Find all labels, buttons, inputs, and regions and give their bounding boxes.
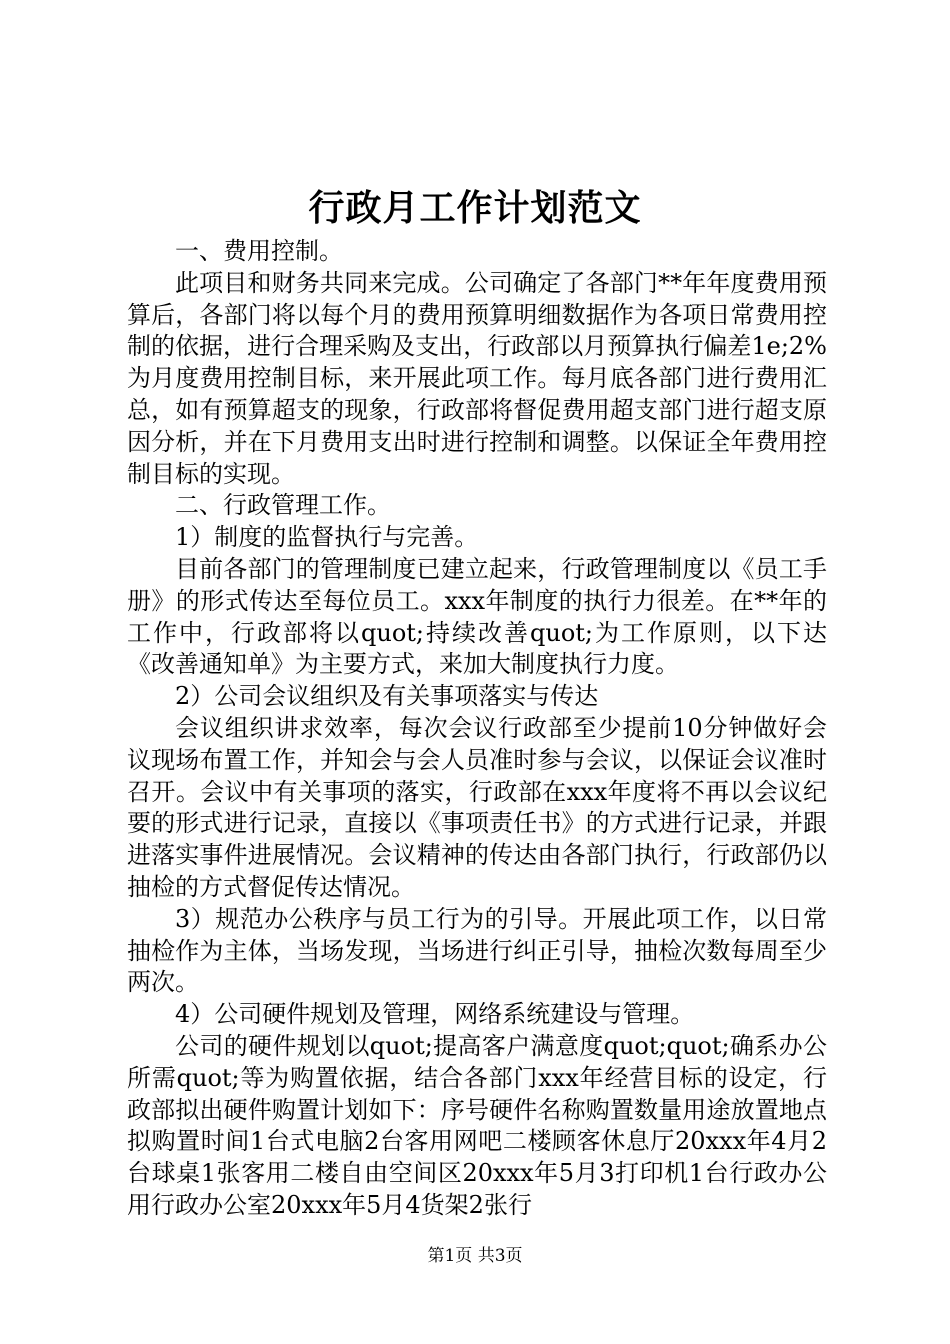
paragraph-cost-control: 此项目和财务共同来完成。公司确定了各部门**年年度费用预算后，各部门将以每个月的费用预算明细数据作为各项日常费用控制的依据，进行合理采购及支出，行政部以月预算执行偏差1e;2%为月度费用控制目标，来开展此项工作。每月底各部门进行费用汇总，如有预算超支的现象，行政部将督促费用超支部门进行超支原因分析，并在下月费用支出时进行控制和调整。以保证全年费用控制目标的实现。 bbox=[127, 268, 827, 488]
paragraph-meeting-organization: 会议组织讲求效率，每次会议行政部至少提前10分钟做好会议现场布置工作，并知会与会人员准时参与会议，以保证会议准时召开。会议中有关事项的落实，行政部在xxx年度将不再以会议纪要的形式进行记录，直接以《事项责任书》的方式进行记录，并跟进落实事件进展情况。会议精神的传达由各部门执行，行政部仍以抽检的方式督促传达情况。 bbox=[127, 713, 827, 901]
subheading-meeting-organization: 2）公司会议组织及有关事项落实与传达 bbox=[175, 682, 599, 711]
section-heading-cost-control: 一、费用控制。 bbox=[175, 237, 343, 265]
paragraph-policy-supervision: 目前各部门的管理制度已建立起来，行政管理制度以《员工手册》的形式传达至每位员工。xxx年制度的执行力很差。在**年的工作中，行政部将以quot;持续改善quot;为工作原则，以下达《改善通知单》为主要方式，来加大制度执行力度。 bbox=[127, 554, 827, 679]
subheading-policy-supervision: 1）制度的监督执行与完善。 bbox=[175, 523, 479, 552]
paragraph-office-order: 3）规范办公秩序与员工行为的引导。开展此项工作，以日常抽检作为主体，当场发现，当场进行纠正引导，抽检次数每周至少两次。 bbox=[127, 904, 827, 997]
document-title: 行政月工作计划范文 bbox=[308, 187, 642, 229]
section-heading-admin-management: 二、行政管理工作。 bbox=[175, 491, 391, 520]
subheading-hardware-network: 4）公司硬件规划及管理，网络系统建设与管理。 bbox=[175, 1000, 695, 1029]
page-number-footer: 第1页 共3页 bbox=[427, 1246, 523, 1266]
document-body bbox=[127, 236, 827, 1222]
paragraph-hardware-plan: 公司的硬件规划以quot;提高客户满意度quot;quot;确系办公所需quot;等为购置依据，结合各部门xxx年经营目标的设定，行政部拟出硬件购置计划如下：序号硬件名称购置数量用途放置地点拟购置时间1台式电脑2台客用网吧二楼顾客休息厅20xxx年4月2台球桌1张客用二楼自由空间区20xxx年5月3打印机1台行政办公用行政办公室20xxx年5月4货架2张行 bbox=[127, 1031, 827, 1219]
